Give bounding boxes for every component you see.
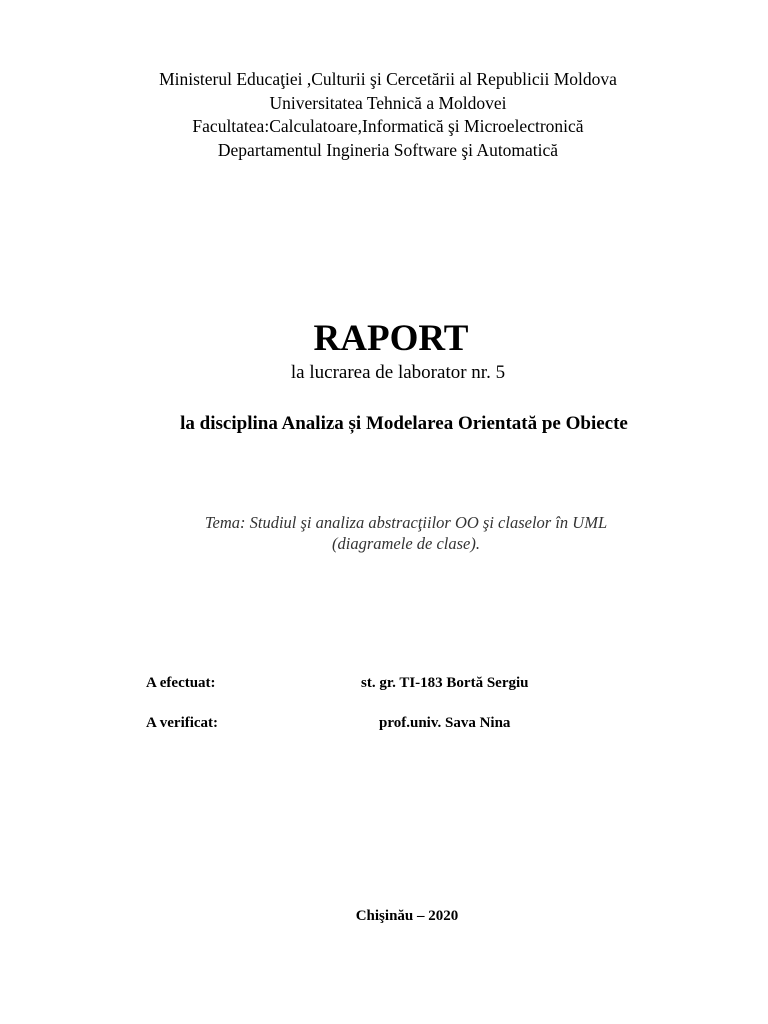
topic-block [0, 512, 768, 554]
topic-line-2: (diagramele de clase). [332, 534, 480, 553]
place-date: Chişinău – 2020 [355, 908, 459, 924]
verified-by-label: A verificat: [146, 715, 219, 731]
performed-by-label: A efectuat: [146, 675, 216, 691]
report-title: RAPORT [313, 318, 469, 359]
report-subtitle: la lucrarea de laborator nr. 5 [290, 362, 506, 383]
department-line: Departamentul Ingineria Software şi Automatică [217, 139, 559, 160]
verified-by-value: prof.univ. Sava Nina [379, 715, 511, 731]
institution-header [0, 68, 768, 162]
discipline-line: la disciplina Analiza și Modelarea Orientată pe Obiecte [180, 413, 628, 434]
university-line: Universitatea Tehnică a Moldovei [269, 92, 507, 113]
ministry-line: Ministerul Educaţiei ,Culturii şi Cercetării al Republicii Moldova [159, 69, 617, 89]
performed-by-value: st. gr. TI-183 Bortă Sergiu [361, 675, 529, 691]
topic-line-1: Tema: Studiul şi analiza abstracţiilor OO şi claselor în UML [204, 513, 608, 532]
faculty-line: Facultatea:Calculatoare,Informatică şi Microelectronică [192, 116, 584, 136]
